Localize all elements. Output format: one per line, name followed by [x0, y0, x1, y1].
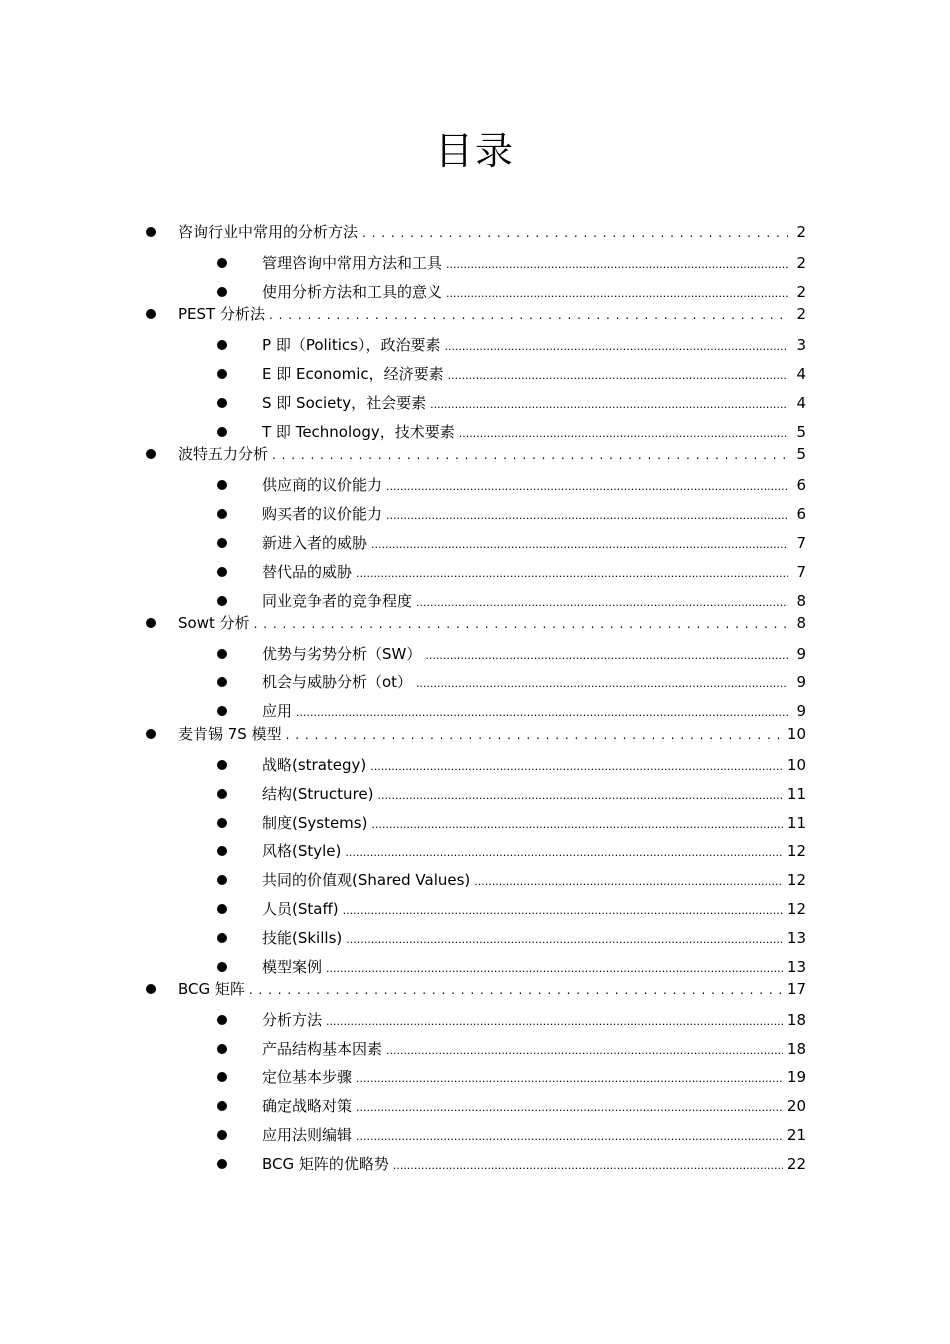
toc-entry-title: E 即 Economic，经济要素	[262, 365, 444, 383]
toc-page-number: 4	[796, 394, 806, 412]
bullet-icon	[217, 538, 227, 548]
bullet-icon	[217, 962, 227, 972]
toc-entry-title: Sowt 分析	[178, 614, 250, 632]
bullet-icon	[217, 875, 227, 885]
toc-page-number: 17	[786, 980, 806, 998]
dot-leader	[272, 445, 788, 463]
toc-entry-title: 同业竞争者的竞争程度	[262, 592, 413, 610]
toc-page-number: 4	[796, 365, 806, 383]
toc-entry-section[interactable]	[262, 421, 806, 442]
toc-entry-section[interactable]	[262, 503, 806, 524]
dot-leader	[356, 1068, 783, 1086]
toc-page-number: 8	[796, 614, 806, 632]
toc-entry-chapter[interactable]	[178, 221, 806, 242]
dot-leader	[346, 929, 783, 947]
bullet-icon	[217, 1015, 227, 1025]
toc-page-number: 5	[796, 423, 806, 441]
bullet-icon	[217, 933, 227, 943]
dot-leader	[286, 725, 783, 743]
bullet-icon	[217, 846, 227, 856]
toc-entry-section[interactable]	[262, 1038, 806, 1059]
toc-page-number: 8	[796, 592, 806, 610]
toc-entry-title: 战略(strategy)	[262, 756, 367, 774]
toc-page-number: 18	[786, 1011, 806, 1029]
toc-entry-section[interactable]	[262, 812, 806, 833]
toc-page-number: 2	[796, 305, 806, 323]
bullet-icon	[217, 1101, 227, 1111]
dot-leader	[425, 645, 788, 663]
bullet-icon	[146, 309, 156, 319]
toc-entry-section[interactable]	[262, 281, 806, 302]
toc-page-number: 11	[786, 814, 806, 832]
toc-page-number: 6	[796, 505, 806, 523]
toc-entry-section[interactable]	[262, 869, 806, 890]
bullet-icon	[217, 369, 227, 379]
dot-leader	[444, 336, 788, 354]
toc-entry-title: 分析方法	[262, 1011, 323, 1029]
toc-entry-section[interactable]	[262, 1066, 806, 1087]
toc-entry-title: 模型案例	[262, 958, 323, 976]
toc-entry-title: 产品结构基本因素	[262, 1040, 383, 1058]
toc-entry-title: 使用分析方法和工具的意义	[262, 283, 443, 301]
bullet-icon	[217, 340, 227, 350]
toc-page-number: 21	[786, 1126, 806, 1144]
toc-entry-title: T 即 Technology，技术要素	[262, 423, 455, 441]
toc-entry-section[interactable]	[262, 363, 806, 384]
dot-leader	[356, 563, 788, 581]
dot-leader	[459, 423, 788, 441]
toc-entry-title: S 即 Society，社会要素	[262, 394, 427, 412]
dot-leader	[296, 702, 788, 720]
toc-page-number: 13	[786, 929, 806, 947]
toc-entry-title: 制度(Systems)	[262, 814, 368, 832]
dot-leader	[386, 1040, 783, 1058]
bullet-icon	[217, 818, 227, 828]
toc-page-number: 10	[786, 756, 806, 774]
toc-entry-section[interactable]	[262, 643, 806, 664]
dot-leader	[446, 283, 788, 301]
toc-page-number: 12	[786, 842, 806, 860]
bullet-icon	[217, 427, 227, 437]
toc-entry-section[interactable]	[262, 1124, 806, 1145]
toc-entry-title: 咨询行业中常用的分析方法	[178, 223, 359, 241]
dot-leader	[356, 1126, 783, 1144]
toc-entry-section[interactable]	[262, 532, 806, 553]
toc-entry-section[interactable]	[262, 252, 806, 273]
bullet-icon	[217, 706, 227, 716]
toc-page-number: 9	[796, 702, 806, 720]
bullet-icon	[217, 904, 227, 914]
bullet-icon	[217, 509, 227, 519]
bullet-icon	[217, 789, 227, 799]
bullet-icon	[217, 258, 227, 268]
bullet-icon	[217, 760, 227, 770]
toc-page-number: 2	[796, 254, 806, 272]
toc-entry-section[interactable]	[262, 700, 806, 721]
dot-leader	[446, 254, 788, 272]
toc-entry-section[interactable]	[262, 956, 806, 977]
toc-entry-chapter[interactable]	[178, 978, 806, 999]
toc-entry-title: 购买者的议价能力	[262, 505, 383, 523]
toc-entry-title: PEST 分析法	[178, 305, 265, 323]
bullet-icon	[217, 480, 227, 490]
toc-entry-title: 共同的价值观(Shared Values)	[262, 871, 471, 889]
toc-entry-section[interactable]	[262, 1153, 806, 1174]
toc-page-number: 7	[796, 563, 806, 581]
toc-entry-title: 麦肯锡 7S 模型	[178, 725, 282, 743]
dot-leader	[249, 980, 783, 998]
toc-entry-chapter[interactable]	[178, 443, 806, 464]
toc-entry-title: 定位基本步骤	[262, 1068, 353, 1086]
toc-entry-chapter[interactable]	[178, 303, 806, 324]
dot-leader	[416, 592, 788, 610]
dot-leader	[356, 1097, 783, 1115]
bullet-icon	[217, 1072, 227, 1082]
toc-entry-section[interactable]	[262, 590, 806, 611]
bullet-icon	[217, 567, 227, 577]
bullet-icon	[217, 1044, 227, 1054]
toc-entry-title: 管理咨询中常用方法和工具	[262, 254, 443, 272]
page-title: 目录	[434, 129, 515, 173]
toc-entry-section[interactable]	[262, 754, 806, 775]
dot-leader	[345, 842, 783, 860]
toc-page-number: 2	[796, 283, 806, 301]
toc-entry-title: 机会与威胁分析（ot）	[262, 673, 413, 691]
toc-page-number: 12	[786, 871, 806, 889]
toc-entry-section[interactable]	[262, 474, 806, 495]
bullet-icon	[146, 227, 156, 237]
toc-entry-title: 应用	[262, 702, 293, 720]
toc-entry-title: BCG 矩阵	[178, 980, 245, 998]
bullet-icon	[217, 287, 227, 297]
toc-page-number: 6	[796, 476, 806, 494]
bullet-icon	[146, 729, 156, 739]
bullet-icon	[146, 449, 156, 459]
bullet-icon	[217, 596, 227, 606]
toc-page-number: 7	[796, 534, 806, 552]
toc-page-number: 18	[786, 1040, 806, 1058]
bullet-icon	[217, 649, 227, 659]
toc-entry-section[interactable]	[262, 840, 806, 861]
bullet-icon	[217, 398, 227, 408]
toc-entry-title: BCG 矩阵的优略势	[262, 1155, 389, 1173]
toc-page-number: 22	[786, 1155, 806, 1173]
dot-leader	[370, 756, 783, 774]
toc-entry-title: 新进入者的威胁	[262, 534, 368, 552]
dot-leader	[393, 1155, 783, 1173]
dot-leader	[416, 673, 788, 691]
dot-leader	[386, 476, 788, 494]
toc-entry-title: 结构(Structure)	[262, 785, 374, 803]
toc-page-number: 13	[786, 958, 806, 976]
toc-entry-title: 优势与劣势分析（SW）	[262, 645, 422, 663]
toc-page-number: 5	[796, 445, 806, 463]
toc-entry-title: 替代品的威胁	[262, 563, 353, 581]
toc-entry-section[interactable]	[262, 334, 806, 355]
toc-entry-section[interactable]	[262, 561, 806, 582]
toc-entry-chapter[interactable]	[178, 612, 806, 633]
toc-entry-title: 波特五力分析	[178, 445, 269, 463]
toc-entry-chapter[interactable]	[178, 723, 806, 744]
bullet-icon	[146, 618, 156, 628]
dot-leader	[377, 785, 782, 803]
toc-entry-section[interactable]	[262, 927, 806, 948]
bullet-icon	[146, 984, 156, 994]
toc-entry-title: 风格(Style)	[262, 842, 342, 860]
toc-entry-title: 应用法则编辑	[262, 1126, 353, 1144]
toc-page-number: 10	[786, 725, 806, 743]
dot-leader	[326, 1011, 783, 1029]
toc-page-number: 2	[796, 223, 806, 241]
dot-leader	[474, 871, 783, 889]
toc-page-number: 9	[796, 645, 806, 663]
toc-page-number: 11	[786, 785, 806, 803]
dot-leader	[448, 365, 788, 383]
toc-page-number: 9	[796, 673, 806, 691]
toc-entry-title: 技能(Skills)	[262, 929, 343, 947]
bullet-icon	[217, 1159, 227, 1169]
toc-page-number: 12	[786, 900, 806, 918]
toc-entry-section[interactable]	[262, 898, 806, 919]
dot-leader	[371, 534, 788, 552]
bullet-icon	[217, 677, 227, 687]
dot-leader	[254, 614, 788, 632]
dot-leader	[269, 305, 788, 323]
toc-entry-section[interactable]	[262, 671, 806, 692]
toc-entry-title: P 即（Politics），政治要素	[262, 336, 441, 354]
toc-page-number: 19	[786, 1068, 806, 1086]
dot-leader	[362, 223, 788, 241]
dot-leader	[326, 958, 783, 976]
dot-leader	[371, 814, 782, 832]
toc-entry-section[interactable]	[262, 1095, 806, 1116]
toc-entry-section[interactable]	[262, 392, 806, 413]
dot-leader	[430, 394, 788, 412]
toc-entry-section[interactable]	[262, 783, 806, 804]
bullet-icon	[217, 1130, 227, 1140]
toc-entry-title: 人员(Staff)	[262, 900, 339, 918]
toc-entry-section[interactable]	[262, 1009, 806, 1030]
toc-entry-title: 供应商的议价能力	[262, 476, 383, 494]
toc-page-number: 3	[796, 336, 806, 354]
dot-leader	[386, 505, 788, 523]
dot-leader	[343, 900, 783, 918]
toc-page-number: 20	[786, 1097, 806, 1115]
toc-entry-title: 确定战略对策	[262, 1097, 353, 1115]
